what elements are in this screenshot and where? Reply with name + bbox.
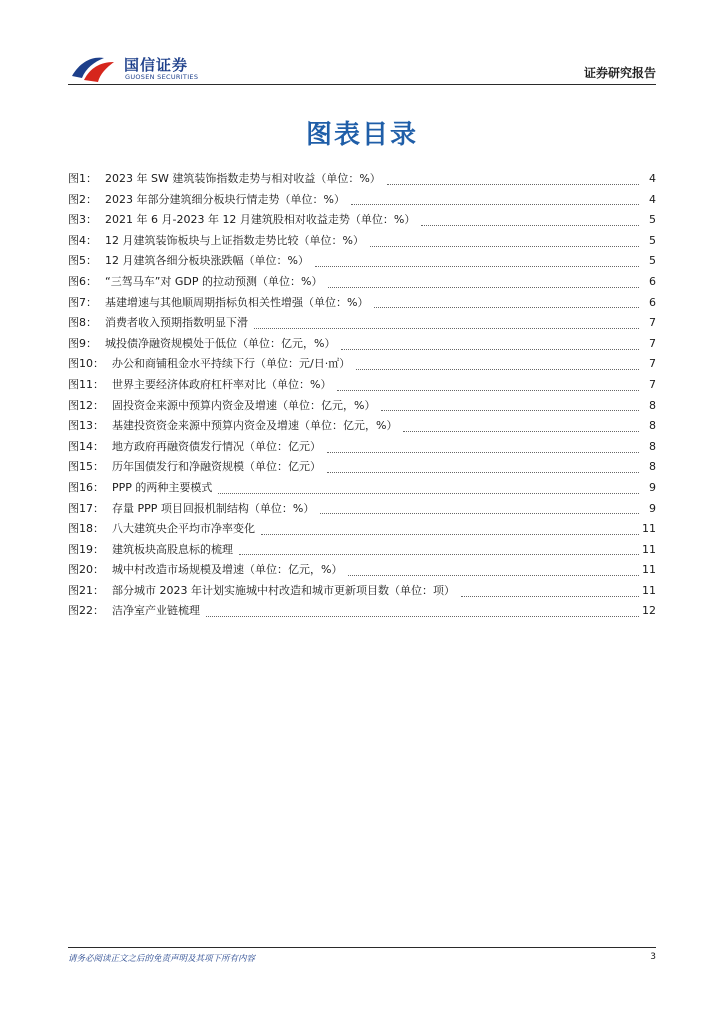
toc-entry-label: 图5：	[68, 254, 97, 268]
toc-entry[interactable]	[68, 335, 656, 356]
toc-entry-label: 图2：	[68, 192, 97, 206]
logo-english-name: GUOSEN SECURITIES	[125, 73, 199, 81]
toc-entry-label: 图19：	[68, 542, 104, 556]
toc-entry-title: 地方政府再融资债发行情况（单位：亿元）	[112, 439, 321, 453]
toc-dot-leader	[320, 513, 639, 514]
toc-entry[interactable]	[68, 252, 656, 273]
toc-dot-leader	[337, 390, 639, 391]
page-number: 3	[650, 952, 656, 962]
toc-entry-label: 图21：	[68, 583, 104, 597]
toc-entry-label: 图18：	[68, 522, 104, 536]
toc-entry[interactable]	[68, 438, 656, 459]
disclaimer-text: 请务必阅读正文之后的免责声明及其项下所有内容	[68, 954, 256, 964]
toc-entry-page: 7	[649, 357, 656, 371]
toc-entry[interactable]	[68, 582, 656, 603]
toc-entry-label: 图16：	[68, 480, 104, 494]
toc-dot-leader	[341, 349, 639, 350]
toc-entry-title: 2021 年 6 月-2023 年 12 月建筑股相对收益走势（单位：%）	[105, 213, 416, 227]
toc-entry-title: 存量 PPP 项目回报机制结构（单位：%）	[112, 501, 315, 515]
toc-dot-leader	[387, 184, 639, 185]
toc-entry-page: 11	[642, 522, 656, 536]
toc-entry-label: 图20：	[68, 563, 104, 577]
toc-dot-leader	[351, 204, 639, 205]
toc-title: 图表目录	[305, 120, 418, 150]
toc-entry-page: 8	[649, 419, 656, 433]
toc-entry[interactable]	[68, 500, 656, 521]
toc-entry[interactable]	[68, 314, 656, 335]
page-header	[68, 50, 656, 86]
toc-entry-title: “三驾马车”对 GDP 的拉动预测（单位：%）	[105, 274, 323, 288]
toc-entry-label: 图11：	[68, 377, 104, 391]
toc-dot-leader	[381, 410, 639, 411]
toc-entry-label: 图17：	[68, 501, 104, 515]
footer-divider	[68, 947, 656, 948]
toc-dot-leader	[315, 266, 639, 267]
toc-entry-label: 图4：	[68, 233, 97, 247]
toc-entry-label: 图13：	[68, 419, 104, 433]
toc-entry[interactable]	[68, 232, 656, 253]
toc-entry-page: 11	[642, 563, 656, 577]
toc-entry[interactable]	[68, 397, 656, 418]
toc-entry-title: 建筑板块高股息标的梳理	[112, 542, 233, 556]
toc-entry-label: 图22：	[68, 604, 104, 618]
toc-entry-label: 图12：	[68, 398, 104, 412]
toc-entry-title: 洁净室产业链梳理	[112, 604, 200, 618]
toc-dot-leader	[374, 307, 639, 308]
toc-dot-leader	[348, 575, 639, 576]
toc-entry-page: 8	[649, 398, 656, 412]
toc-entry-page: 7	[649, 336, 656, 350]
toc-dot-leader	[370, 246, 639, 247]
toc-entry-title: 城投债净融资规模处于低位（单位：亿元，%）	[105, 336, 336, 350]
toc-entry-title: PPP 的两种主要模式	[112, 480, 213, 494]
toc-entry[interactable]	[68, 376, 656, 397]
toc-dot-leader	[261, 534, 639, 535]
toc-entry-page: 9	[649, 480, 656, 494]
guosen-logo-icon	[70, 52, 118, 84]
toc-entry-page: 11	[642, 583, 656, 597]
toc-entry-page: 5	[649, 254, 656, 268]
toc-entry-title: 12 月建筑各细分板块涨跌幅（单位：%）	[105, 254, 309, 268]
toc-entry[interactable]	[68, 355, 656, 376]
toc-entry-title: 12 月建筑装饰板块与上证指数走势比较（单位：%）	[105, 233, 364, 247]
toc-entry[interactable]	[68, 479, 656, 500]
toc-entry-title: 部分城市 2023 年计划实施城中村改造和城市更新项目数（单位：项）	[112, 583, 455, 597]
toc-entry[interactable]	[68, 602, 656, 623]
toc-entry-page: 4	[649, 192, 656, 206]
toc-entry-label: 图15：	[68, 460, 104, 474]
toc-entry-label: 图3：	[68, 213, 97, 227]
toc-entry-page: 7	[649, 316, 656, 330]
figure-table-of-contents	[68, 170, 656, 623]
toc-entry-title: 办公和商铺租金水平持续下行（单位：元/日·㎡）	[112, 357, 351, 371]
toc-entry-title: 世界主要经济体政府杠杆率对比（单位：%）	[112, 377, 332, 391]
toc-entry-page: 8	[649, 439, 656, 453]
toc-entry[interactable]	[68, 191, 656, 212]
toc-entry-label: 图7：	[68, 295, 97, 309]
toc-entry-page: 6	[649, 274, 656, 288]
toc-dot-leader	[328, 287, 639, 288]
header-divider	[68, 84, 656, 85]
toc-entry-label: 图10：	[68, 357, 104, 371]
toc-entry-title: 八大建筑央企平均市净率变化	[112, 522, 255, 536]
toc-entry[interactable]	[68, 541, 656, 562]
toc-dot-leader	[327, 472, 639, 473]
toc-entry-title: 固投资金来源中预算内资金及增速（单位：亿元，%）	[112, 398, 376, 412]
toc-dot-leader	[461, 596, 639, 597]
toc-entry[interactable]	[68, 417, 656, 438]
toc-entry-page: 7	[649, 377, 656, 391]
toc-entry-page: 9	[649, 501, 656, 515]
toc-dot-leader	[421, 225, 639, 226]
toc-entry-title: 基建增速与其他顺周期指标负相关性增强（单位：%）	[105, 295, 369, 309]
toc-dot-leader	[206, 616, 639, 617]
toc-entry-title: 消费者收入预期指数明显下滑	[105, 316, 248, 330]
toc-entry-label: 图6：	[68, 274, 97, 288]
toc-entry-page: 11	[642, 542, 656, 556]
logo-chinese-name: 国信证券	[124, 56, 189, 74]
toc-entry-label: 图14：	[68, 439, 104, 453]
toc-entry[interactable]	[68, 273, 656, 294]
toc-entry[interactable]	[68, 170, 656, 191]
toc-entry-label: 图8：	[68, 316, 97, 330]
toc-entry-page: 6	[649, 295, 656, 309]
toc-entry[interactable]	[68, 211, 656, 232]
toc-entry-title: 基建投资资金来源中预算内资金及增速（单位：亿元，%）	[112, 419, 398, 433]
toc-dot-leader	[218, 493, 639, 494]
toc-entry-label: 图1：	[68, 172, 97, 185]
report-type-label: 证券研究报告	[583, 66, 656, 80]
toc-entry-title: 2023 年部分建筑细分板块行情走势（单位：%）	[105, 192, 345, 206]
toc-entry[interactable]	[68, 294, 656, 315]
toc-dot-leader	[327, 452, 639, 453]
toc-dot-leader	[254, 328, 639, 329]
toc-dot-leader	[403, 431, 639, 432]
toc-entry[interactable]	[68, 561, 656, 582]
toc-entry-page: 5	[649, 233, 656, 247]
toc-entry-page: 4	[649, 172, 656, 185]
toc-entry-page: 8	[649, 460, 656, 474]
toc-entry[interactable]	[68, 458, 656, 479]
toc-entry-label: 图9：	[68, 336, 97, 350]
toc-entry-page: 5	[649, 213, 656, 227]
toc-entry-title: 2023 年 SW 建筑装饰指数走势与相对收益（单位：%）	[105, 172, 381, 185]
toc-dot-leader	[239, 554, 639, 555]
toc-dot-leader	[356, 369, 639, 370]
toc-entry[interactable]	[68, 520, 656, 541]
toc-entry-title: 历年国债发行和净融资规模（单位：亿元）	[112, 460, 321, 474]
toc-entry-page: 12	[642, 604, 656, 618]
toc-entry-title: 城中村改造市场规模及增速（单位：亿元，%）	[112, 563, 343, 577]
